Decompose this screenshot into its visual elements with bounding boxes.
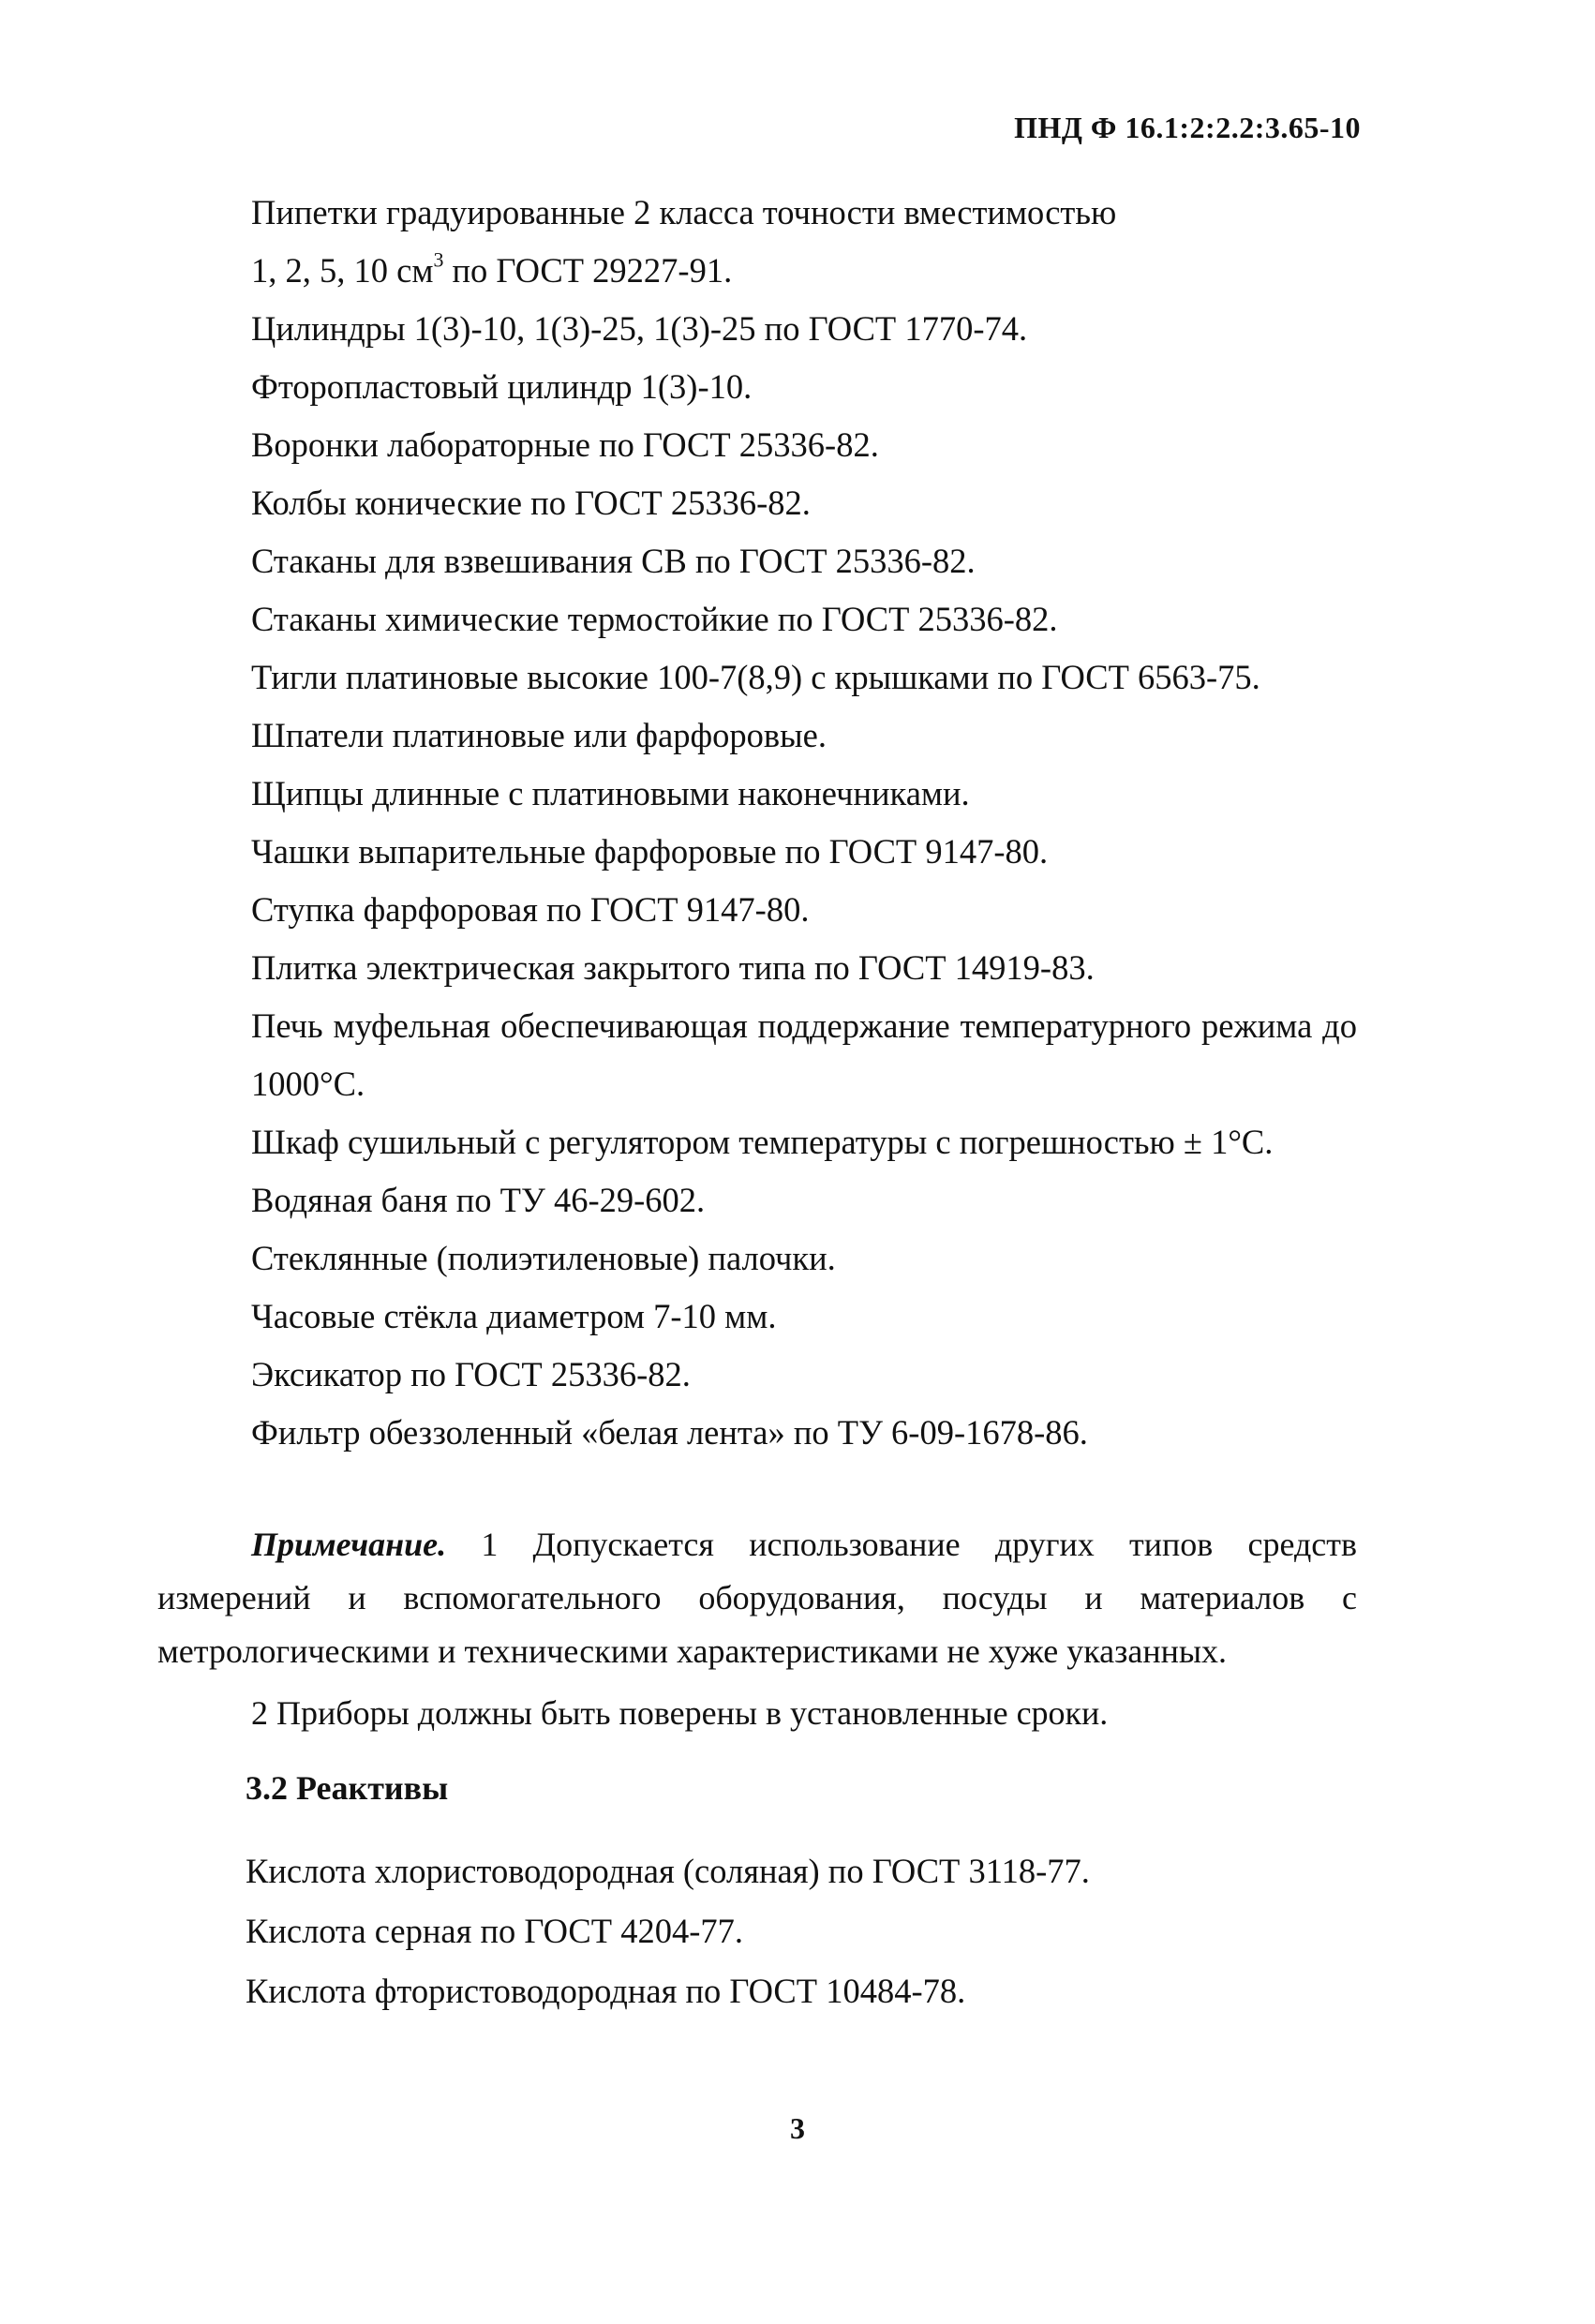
note-paragraph [157, 1518, 1357, 1678]
list-item: Воронки лабораторные по ГОСТ 25336-82. [251, 425, 879, 464]
list-item [251, 242, 1357, 300]
list-item-text: 1, 2, 5, 10 см [251, 251, 434, 290]
list-item: Часовые стёкла диаметром 7-10 мм. [251, 1297, 777, 1335]
list-item-text: по ГОСТ 29227-91. [443, 251, 733, 290]
list-item: Щипцы длинные с платиновыми наконечниками. [251, 774, 970, 812]
equipment-list [251, 184, 1357, 1462]
list-item: Стаканы химические термостойкие по ГОСТ 25336-82. [251, 600, 1058, 638]
list-item: Ступка фарфоровая по ГОСТ 9147-80. [251, 890, 810, 929]
list-item: Кислота фтористоводородная по ГОСТ 10484-78. [246, 1972, 966, 2010]
list-item: Цилиндры 1(3)-10, 1(3)-25, 1(3)-25 по ГОСТ 1770-74. [251, 309, 1028, 348]
list-item: Шкаф сушильный с регулятором температуры с погрешностью ± 1°С. [251, 1123, 1274, 1161]
list-item: Стеклянные (полиэтиленовые) палочки. [251, 1239, 836, 1277]
list-item: Шпатели платиновые или фарфоровые. [251, 716, 827, 754]
note-label: Примечание. [251, 1526, 447, 1563]
list-item: Печь муфельная обеспечивающая поддержание температурного режима до 1000°С. [251, 1006, 1357, 1103]
list-item: Колбы конические по ГОСТ 25336-82. [251, 484, 811, 522]
list-item: Водяная баня по ТУ 46-29-602. [251, 1181, 706, 1219]
document-code: ПНД Ф 16.1:2:2.2:3.65-10 [1014, 111, 1361, 144]
list-item: Стаканы для взвешивания СВ по ГОСТ 25336-82. [251, 542, 976, 580]
list-item: Плитка электрическая закрытого типа по ГОСТ 14919-83. [251, 948, 1095, 987]
superscript: 3 [433, 247, 444, 272]
reagents-list [246, 1841, 1090, 2021]
list-item: Пипетки градуированные 2 класса точности вместимостью [251, 193, 1117, 231]
list-item: Тигли платиновые высокие 100-7(8,9) с крышками по ГОСТ 6563-75. [251, 658, 1260, 696]
list-item: Эксикатор по ГОСТ 25336-82. [251, 1355, 691, 1393]
note-text: 1 Допускается использование других типов средств измерений и вспомогательного оборудования, посуды и материалов с метрологическими и техническими характеристиками не хуже указанных. [157, 1526, 1357, 1670]
list-item: Фторопластовый цилиндр 1(3)-10. [251, 367, 753, 406]
section-title: 3.2 Реактивы [246, 1769, 449, 1807]
list-item: Фильтр обеззоленный «белая лента» по ТУ 6-09-1678-86. [251, 1413, 1088, 1452]
list-item: Чашки выпарительные фарфоровые по ГОСТ 9147-80. [251, 832, 1049, 871]
list-item: Кислота хлористоводородная (соляная) по ГОСТ 3118-77. [246, 1852, 1090, 1890]
note-paragraph-2: 2 Приборы должны быть поверены в установленные сроки. [251, 1694, 1109, 1732]
list-item: Кислота серная по ГОСТ 4204-77. [246, 1912, 743, 1950]
page-number: 3 [790, 2111, 805, 2145]
